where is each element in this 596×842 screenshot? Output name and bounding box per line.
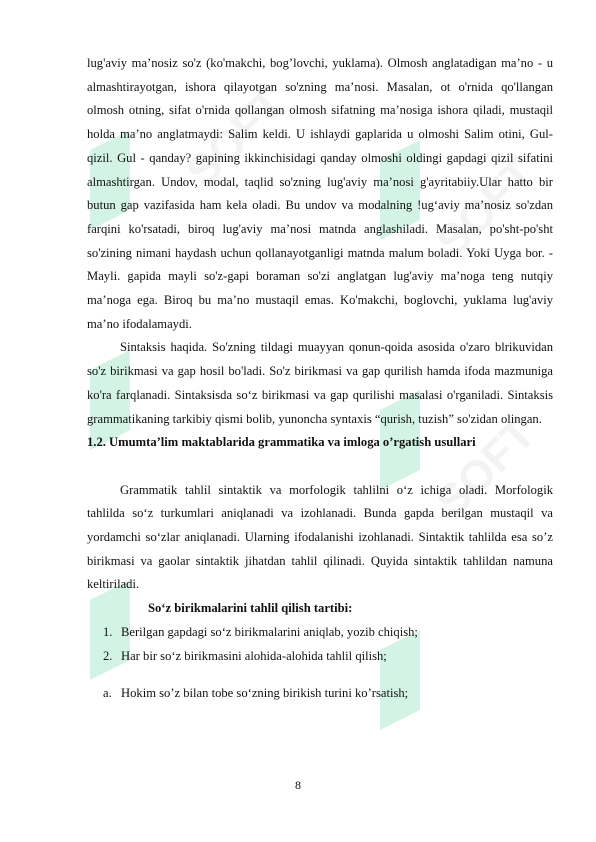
page-number: 8: [295, 778, 301, 792]
spacer: [87, 455, 553, 479]
sub-heading: So‘z birikmalarini tahlil qilish tartibi:: [148, 601, 353, 616]
paragraph: Sintaksis haqida. So'zning tildagi muayyan qonun-qoida asosida o'zaro blrikuvidan so'z birikmasi va gap hosil bo'ladi. So'z birikmasi va gap qurilish hamda ifoda mazmuniga ko'ra farqlanadi. Sintaksisda so‘z birikmasi va gap qurilishi masalasi o'rganiladi. Sintaksis grammatikaning tarkibiy qismi bolib, yunoncha syntaxis “qurish, tuzish” so'zidan olingan.: [87, 340, 553, 426]
list-item: [87, 645, 553, 669]
watermark-text: SOFT: [427, 408, 545, 527]
watermark-text: SOFT: [427, 148, 545, 267]
document-body: [87, 52, 553, 706]
list-item: [87, 621, 553, 645]
list-item-text: Har bir so‘z birikmasini alohida-alohida tahlil qilish;: [121, 648, 387, 663]
list-marker: a.: [103, 686, 112, 701]
list-marker: 2.: [103, 648, 113, 663]
spacer: [87, 668, 553, 682]
list-item: [87, 682, 553, 706]
list-marker: 1.: [103, 624, 113, 639]
list-item-text: Hokim so’z bilan tobe so‘zning birikish turini ko’rsatish;: [121, 686, 409, 701]
paragraph: lug'aviy ma’nosiz so'z (ko'makchi, bog’lovchi, yuklama). Olmosh anglatadigan ma’no - u almashtirayotgan, ishora qilayotgan so'zning ma’nosi. Masalan, ot o'rnida qo'llangan olmosh otning, sifat o'rnida qollangan olmosh sifatning ma’nosiga ishora qiladi, mustaqil holda ma’no anglatmaydi: Salim keldi. U ishlaydi gaplarida u olmoshi Salim otini, Gul- qizil. Gul - qanday? gapining ikkinchisidagi qanday olmoshi oldingi gapdagi qizil sifatini almashtirgan. Undov, modal, taqlid so'zning lug'aviy ma’nosi g'ayritabiiy.Ular hatto bir butun gap vazifasida ham kela oladi. Bu undov va modalning !ug‘aviy ma’nosiz so'zdan farqini ko'rsatadi, biroq lug'aviy ma’nosi matnda anglashiladi. Masalan, po'sht-po'sht so'zining nimani haydash uchun qollanayotganligi matnda malum boladi. Yoki Uyga bor. -Mayli. gapida mayli so'z-gapi boraman so'zi anglatgan lug'aviy ma’noga teng nutqiy ma’noga ega. Biroq bu ma’no mustaqil emas. Ko'makchi, boglovchi, yuklama lug'aviy ma’no ifodalamaydi.: [87, 56, 553, 331]
list-item-text: Berilgan gapdagi so‘z birikmalarini aniqlab, yozib chiqish;: [121, 624, 418, 639]
section-heading: 1.2. Umumta’lim maktablarida grammatika va imloga o’rgatish usullari: [87, 435, 476, 450]
paragraph: Grammatik tahlil sintaktik va morfologik tahlilni o‘z ichiga oladi. Morfologik tahlilda so‘z turkumlari aniqlanadi va izohlanadi. Bunda gapda berilgan mustaqil va yordamchi so‘zlar aniqlanadi. Ularning ifodalanishi izohlanadi. Sintaktik tahlilda esa so’z birikmasi va gaolar sintaktik jihatdan tahlil qilinadi. Quyida sintaktik tahlildan namuna keltiriladi.: [87, 482, 553, 592]
watermark-text: SOFT: [177, 78, 295, 197]
